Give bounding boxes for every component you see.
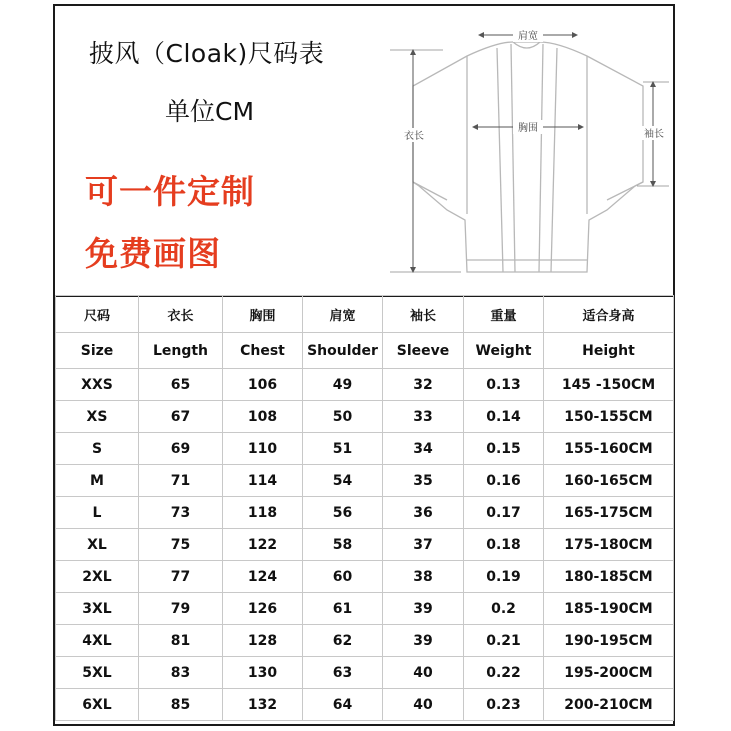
table-cell: 150-155CM (544, 401, 674, 433)
table-cell: 73 (139, 497, 223, 529)
table-cell: 0.2 (464, 593, 544, 625)
table-cell: 3XL (56, 593, 139, 625)
table-row (56, 529, 674, 561)
table-cell: L (56, 497, 139, 529)
table-cell: 32 (383, 369, 464, 401)
table-cell: 0.16 (464, 465, 544, 497)
table-cell: 165-175CM (544, 497, 674, 529)
table-cell: 50 (303, 401, 383, 433)
table-cell: XS (56, 401, 139, 433)
table-cell: 0.23 (464, 689, 544, 721)
table-cell: 81 (139, 625, 223, 657)
table-cell: 54 (303, 465, 383, 497)
table-cell: 40 (383, 657, 464, 689)
table-cell: 34 (383, 433, 464, 465)
sleeve-label: 袖长 (644, 129, 664, 140)
chest-label: 胸围 (518, 123, 538, 134)
unit-label: 单位CM (165, 97, 255, 126)
table-row (56, 465, 674, 497)
table-cell: 37 (383, 529, 464, 561)
length-label: 衣长 (404, 131, 424, 142)
table-cell: 2XL (56, 561, 139, 593)
table-cell: 袖长 (383, 296, 464, 333)
chart-title: 披风（Cloak)尺码表 (89, 39, 325, 68)
table-cell: 0.14 (464, 401, 544, 433)
table-row (56, 433, 674, 465)
table-cell: 65 (139, 369, 223, 401)
table-cell: 64 (303, 689, 383, 721)
table-cell: 35 (383, 465, 464, 497)
table-cell: XXS (56, 369, 139, 401)
table-cell: 108 (223, 401, 303, 433)
table-cell: XL (56, 529, 139, 561)
table-row (56, 497, 674, 529)
table-cell: S (56, 433, 139, 465)
table-cell: 0.21 (464, 625, 544, 657)
table-cell: 尺码 (56, 296, 139, 333)
header-row-english (56, 333, 674, 369)
table-row (56, 593, 674, 625)
table-cell: 衣长 (139, 296, 223, 333)
table-cell: 63 (303, 657, 383, 689)
table-cell: 58 (303, 529, 383, 561)
table-cell: 60 (303, 561, 383, 593)
table-cell: 145 -150CM (544, 369, 674, 401)
table-cell: 39 (383, 593, 464, 625)
table-cell: 62 (303, 625, 383, 657)
table-cell: 124 (223, 561, 303, 593)
table-cell: Height (544, 333, 674, 369)
table-cell: 6XL (56, 689, 139, 721)
table-cell: 190-195CM (544, 625, 674, 657)
shoulder-label: 肩宽 (518, 31, 538, 42)
table-cell: 110 (223, 433, 303, 465)
table-cell: 0.13 (464, 369, 544, 401)
table-cell: Shoulder (303, 333, 383, 369)
table-cell: 106 (223, 369, 303, 401)
cloak-measurement-diagram (385, 14, 671, 286)
table-cell: M (56, 465, 139, 497)
cloak-outline (413, 42, 643, 272)
table-cell: 175-180CM (544, 529, 674, 561)
table-cell: 180-185CM (544, 561, 674, 593)
table-cell: 83 (139, 657, 223, 689)
table-cell: 126 (223, 593, 303, 625)
table-cell: 122 (223, 529, 303, 561)
table-row (56, 369, 674, 401)
table-cell: 118 (223, 497, 303, 529)
table-cell: 79 (139, 593, 223, 625)
table-cell: Chest (223, 333, 303, 369)
table-cell: 67 (139, 401, 223, 433)
table-row (56, 689, 674, 721)
size-chart-frame (53, 4, 675, 726)
table-cell: 胸围 (223, 296, 303, 333)
table-cell: 128 (223, 625, 303, 657)
table-cell: 185-190CM (544, 593, 674, 625)
free-drawing-note: 免费画图 (85, 234, 221, 273)
table-cell: Length (139, 333, 223, 369)
table-cell: 75 (139, 529, 223, 561)
table-cell: 0.15 (464, 433, 544, 465)
header-row-chinese (56, 296, 674, 333)
table-cell: Sleeve (383, 333, 464, 369)
table-row (56, 401, 674, 433)
table-cell: 160-165CM (544, 465, 674, 497)
table-cell: 85 (139, 689, 223, 721)
table-row (56, 657, 674, 689)
table-cell: 0.18 (464, 529, 544, 561)
table-cell: 0.22 (464, 657, 544, 689)
table-cell: 56 (303, 497, 383, 529)
table-cell: 132 (223, 689, 303, 721)
table-cell: 0.19 (464, 561, 544, 593)
table-cell: Weight (464, 333, 544, 369)
table-cell: 33 (383, 401, 464, 433)
table-cell: 5XL (56, 657, 139, 689)
table-cell: 155-160CM (544, 433, 674, 465)
table-cell: 4XL (56, 625, 139, 657)
table-cell: Size (56, 333, 139, 369)
table-cell: 49 (303, 369, 383, 401)
table-cell: 38 (383, 561, 464, 593)
table-cell: 36 (383, 497, 464, 529)
table-row (56, 625, 674, 657)
size-table (55, 295, 674, 721)
table-cell: 重量 (464, 296, 544, 333)
customization-note: 可一件定制 (85, 172, 255, 211)
table-cell: 肩宽 (303, 296, 383, 333)
table-cell: 200-210CM (544, 689, 674, 721)
table-cell: 130 (223, 657, 303, 689)
table-cell: 51 (303, 433, 383, 465)
table-cell: 195-200CM (544, 657, 674, 689)
table-cell: 61 (303, 593, 383, 625)
table-row (56, 561, 674, 593)
chart-header (55, 6, 673, 297)
table-cell: 77 (139, 561, 223, 593)
table-cell: 39 (383, 625, 464, 657)
table-cell: 40 (383, 689, 464, 721)
table-cell: 114 (223, 465, 303, 497)
table-cell: 71 (139, 465, 223, 497)
table-cell: 69 (139, 433, 223, 465)
table-cell: 适合身高 (544, 296, 674, 333)
table-cell: 0.17 (464, 497, 544, 529)
